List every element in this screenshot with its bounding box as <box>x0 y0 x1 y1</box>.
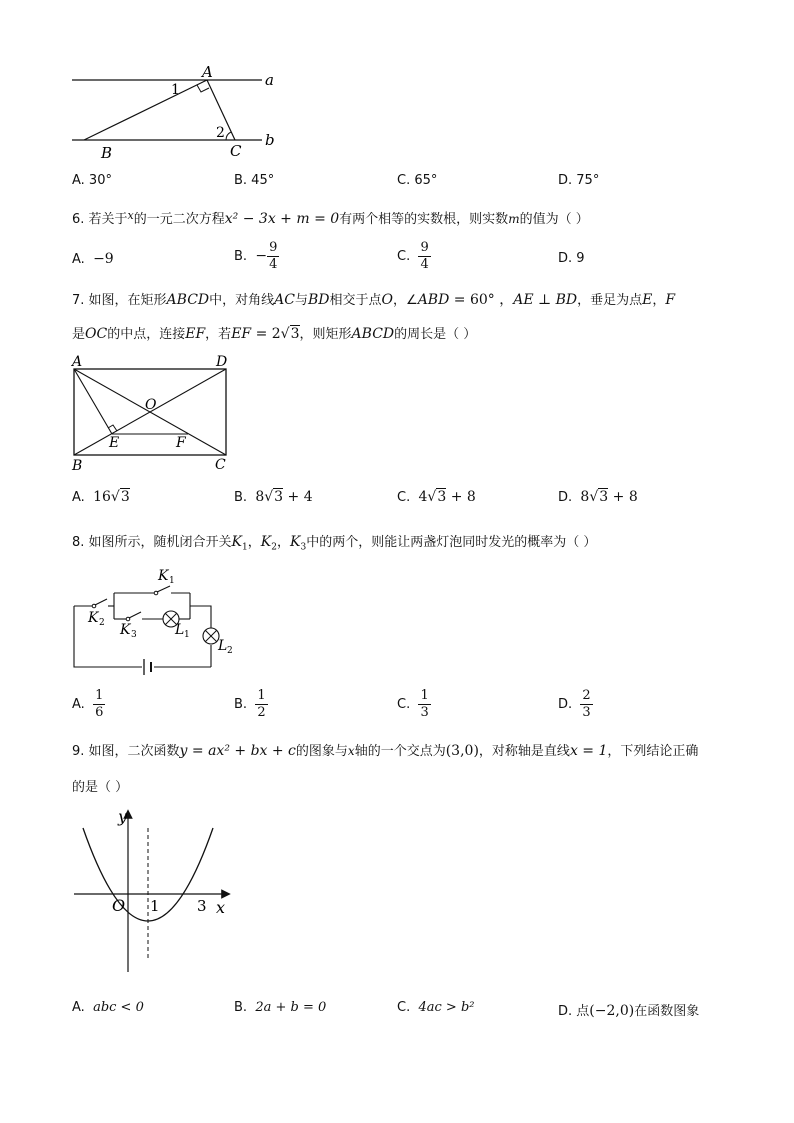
q6-var-m: m <box>508 212 520 226</box>
q8-text: 中的两个，则能让两盏灯泡同时发光的概率为（ ） <box>306 535 597 550</box>
label-K3: K <box>120 622 131 638</box>
right-angle-mark <box>197 85 209 92</box>
q9-text: ，下列结论正确 <box>607 744 699 759</box>
q7-text: 7. 如图，在矩形 <box>72 293 167 308</box>
q8-option-fraction <box>580 688 592 721</box>
q7-var: EF <box>231 326 252 342</box>
q6-option-c-fraction <box>418 240 430 273</box>
q8-text: 8. 如图所示，随机闭合开关 <box>72 535 232 550</box>
q9-text: 的图象与 <box>295 744 348 759</box>
q6-option-b-sign: − <box>255 248 268 264</box>
q7-text: = 2 <box>251 326 281 342</box>
q7-var: E <box>642 292 653 308</box>
q7-var: BD <box>308 292 330 308</box>
label-C: C <box>230 142 242 160</box>
q9-option-label: D. 点 <box>558 1004 590 1019</box>
q6-text-1: 6. 若关于 <box>72 212 128 227</box>
q8-option-label: C. <box>397 697 411 712</box>
q6-option-b-label: B. <box>234 249 248 264</box>
q7-text: ，∠ <box>393 293 418 308</box>
q8-option-fraction <box>255 688 267 721</box>
q8-subscript: 1 <box>242 542 248 553</box>
q9-option-tail: 在函数图象 <box>634 1004 700 1019</box>
q7-option-coef: 4 <box>418 489 428 505</box>
q8-var-k: K <box>260 534 272 550</box>
label-L2-sub: 2 <box>227 646 233 656</box>
q7-text: ，则矩形 <box>299 327 352 342</box>
q6-var-x: x <box>127 209 134 222</box>
q7-option-coef: 8 <box>580 489 590 505</box>
label-E: E <box>109 435 120 451</box>
q8-text: ， <box>276 535 290 550</box>
q9-option-label: C. <box>397 1000 411 1015</box>
q7-question-line-2: 是OC的中点，连接EF，若EF = 2√3，则矩形ABCD的周长是（ ） <box>72 326 477 342</box>
segment-ab <box>84 80 207 140</box>
q7-option-radicand: 3 <box>437 489 447 505</box>
q7-option-label: B. <box>234 490 248 505</box>
label-D: D <box>216 354 228 370</box>
label-1: 1 <box>171 82 180 98</box>
q7-option-radicand: 3 <box>274 489 284 505</box>
q9-question-line-2: 的是（ ） <box>72 780 129 795</box>
q6-option-b-fraction <box>267 240 279 273</box>
label-O: O <box>112 896 126 915</box>
q5-figure <box>60 60 300 165</box>
q7-option-label: D. <box>558 490 573 505</box>
q7-option-c[interactable]: C. 4√3 + 8 <box>397 489 476 505</box>
q6-option-a[interactable] <box>72 251 114 267</box>
label-F: F <box>176 435 186 451</box>
q7-text: ， <box>652 293 666 308</box>
q9-option-a[interactable] <box>72 1000 144 1015</box>
label-K1-sub: 1 <box>169 576 175 586</box>
q8-question <box>72 531 596 553</box>
q9-option-d[interactable] <box>558 1000 699 1019</box>
q6-option-a-label: A. <box>72 252 85 267</box>
q8-subscript: 3 <box>300 542 307 553</box>
q7-option-tail: + 8 <box>608 489 638 505</box>
label-K3-sub: 3 <box>131 630 137 640</box>
label-O: O <box>145 397 157 413</box>
q8-option-label: D. <box>558 697 573 712</box>
q9-option-c[interactable] <box>397 1000 474 1015</box>
q7-var: AE <box>513 292 534 308</box>
wire-right-upper <box>190 606 211 628</box>
q5-option-c[interactable]: C. 65° <box>397 173 438 188</box>
q6-equation: x² − 3x + m = 0 <box>224 211 340 227</box>
q7-text: 与 <box>295 293 309 308</box>
q7-option-d[interactable]: D. 8√3 + 8 <box>558 489 638 505</box>
q8-text: ， <box>247 535 261 550</box>
segment-ae <box>74 369 112 434</box>
q9-option-label: B. <box>234 1000 248 1015</box>
q8-option-numerator: 1 <box>95 688 104 703</box>
q8-option-a[interactable] <box>72 688 105 721</box>
q6-option-a-value: −9 <box>93 251 114 267</box>
label-y: y <box>118 807 128 826</box>
q9-parabola-figure <box>66 800 236 980</box>
q8-option-numerator: 2 <box>582 688 591 703</box>
label-a: a <box>265 71 274 89</box>
q9-axis-equation: x = 1 <box>569 743 608 759</box>
q7-var: ABCD <box>166 292 210 308</box>
q9-point: (3,0) <box>445 743 479 759</box>
q5-option-a[interactable]: A. 30° <box>72 173 112 188</box>
q8-option-label: A. <box>72 697 85 712</box>
q7-var: OC <box>85 326 108 342</box>
label-A: A <box>72 354 83 370</box>
label-L2: L <box>218 638 228 654</box>
q7-figure <box>66 352 246 476</box>
q7-var: EF <box>185 326 206 342</box>
q7-var: O <box>381 292 394 308</box>
q5-option-b[interactable]: B. 45° <box>234 173 275 188</box>
q9-option-b[interactable] <box>234 1000 326 1015</box>
q7-var: BD <box>555 292 578 308</box>
label-B: B <box>72 458 83 474</box>
q6-option-c-denominator: 4 <box>420 257 429 272</box>
q9-option-expr: 4ac > b² <box>418 1000 475 1015</box>
q6-option-b[interactable] <box>234 240 279 273</box>
q9-question-line-1 <box>72 740 698 759</box>
q6-text-4: 的值为（ ） <box>519 212 589 227</box>
q6-option-c-label: C. <box>397 249 411 264</box>
q8-option-label: B. <box>234 697 248 712</box>
q6-question <box>72 208 589 227</box>
q7-var: AC <box>274 292 295 308</box>
q7-text: 的中点，连接 <box>107 327 186 342</box>
q7-option-label: A. <box>72 490 85 505</box>
q9-option-point: (−2,0) <box>589 1003 635 1019</box>
label-b: b <box>265 131 275 149</box>
q7-var: ABCD <box>351 326 395 342</box>
label-L1-sub: 1 <box>184 630 190 640</box>
label-L1: L <box>175 622 185 638</box>
q8-option-numerator: 1 <box>257 688 266 703</box>
label-K2-sub: 2 <box>99 618 105 628</box>
label-3: 3 <box>197 897 207 915</box>
label-1: 1 <box>150 897 160 915</box>
q8-subscript: 2 <box>271 542 277 553</box>
label-K2: K <box>88 610 99 626</box>
q7-var: ABD <box>417 292 450 308</box>
q9-text: 9. 如图，二次函数 <box>72 744 180 759</box>
q8-option-numerator: 1 <box>420 688 429 703</box>
label-2: 2 <box>216 125 225 141</box>
q7-sqrt-value: 3 <box>290 326 300 342</box>
q7-text: ，若 <box>205 327 232 342</box>
q7-question-line-1 <box>72 289 675 309</box>
angle-2-arc <box>226 132 231 140</box>
q7-option-tail: + 4 <box>283 489 313 505</box>
q8-option-denominator: 3 <box>582 705 591 720</box>
q7-option-coef: 16 <box>93 489 111 505</box>
q7-text: 是 <box>72 327 86 342</box>
q8-option-denominator: 6 <box>95 705 104 720</box>
q7-option-b[interactable]: B. 8√3 + 4 <box>234 489 313 505</box>
q9-option-label: A. <box>72 1000 85 1015</box>
q6-option-c-numerator: 9 <box>420 240 429 255</box>
q7-text: 中，对角线 <box>209 293 275 308</box>
q8-option-c[interactable] <box>397 688 431 721</box>
q7-option-label: C. <box>397 490 411 505</box>
q7-text: 相交于点 <box>329 293 382 308</box>
q6-option-d[interactable]: D. 9 <box>558 251 585 266</box>
q9-option-expr: abc < 0 <box>93 1000 144 1015</box>
q6-text-2: 的一元二次方程 <box>133 212 225 227</box>
q8-option-denominator: 3 <box>420 705 429 720</box>
q8-option-denominator: 2 <box>257 705 266 720</box>
label-A: A <box>202 63 213 81</box>
q7-text: = 60° ， <box>449 292 514 308</box>
q6-option-b-numerator: 9 <box>269 240 278 255</box>
q8-option-fraction <box>418 688 430 721</box>
q9-var-x: x <box>347 744 355 758</box>
q8-var-k: K <box>231 534 243 550</box>
q7-option-a[interactable]: A. 16√3 <box>72 489 130 505</box>
q9-text: 轴的一个交点为 <box>354 744 446 759</box>
q7-option-radicand: 3 <box>120 489 130 505</box>
q7-option-coef: 8 <box>255 489 265 505</box>
q7-option-radicand: 3 <box>599 489 609 505</box>
q7-perp-symbol: ⊥ <box>533 292 556 308</box>
q6-text-3: 有两个相等的实数根，则实数 <box>339 212 509 227</box>
q8-option-d[interactable] <box>558 688 593 721</box>
label-B: B <box>101 144 113 162</box>
q7-option-tail: + 8 <box>446 489 476 505</box>
q8-circuit-figure <box>64 563 244 678</box>
label-x: x <box>216 898 226 917</box>
label-C: C <box>215 457 226 473</box>
q7-text: 的周长是（ ） <box>394 327 477 342</box>
q8-var-k: K <box>289 534 301 550</box>
q7-var: F <box>665 292 676 308</box>
q9-function: y = ax² + bx + c <box>179 743 296 759</box>
q5-option-d[interactable]: D. 75° <box>558 173 600 188</box>
q7-text: ，垂足为点 <box>577 293 643 308</box>
q6-option-b-denominator: 4 <box>269 257 278 272</box>
q9-text: ，对称轴是直线 <box>478 744 570 759</box>
label-K1: K <box>158 568 169 584</box>
q8-option-fraction <box>93 688 105 721</box>
q6-option-c[interactable] <box>397 240 431 273</box>
q8-option-b[interactable] <box>234 688 268 721</box>
q9-option-expr: 2a + b = 0 <box>255 1000 327 1015</box>
